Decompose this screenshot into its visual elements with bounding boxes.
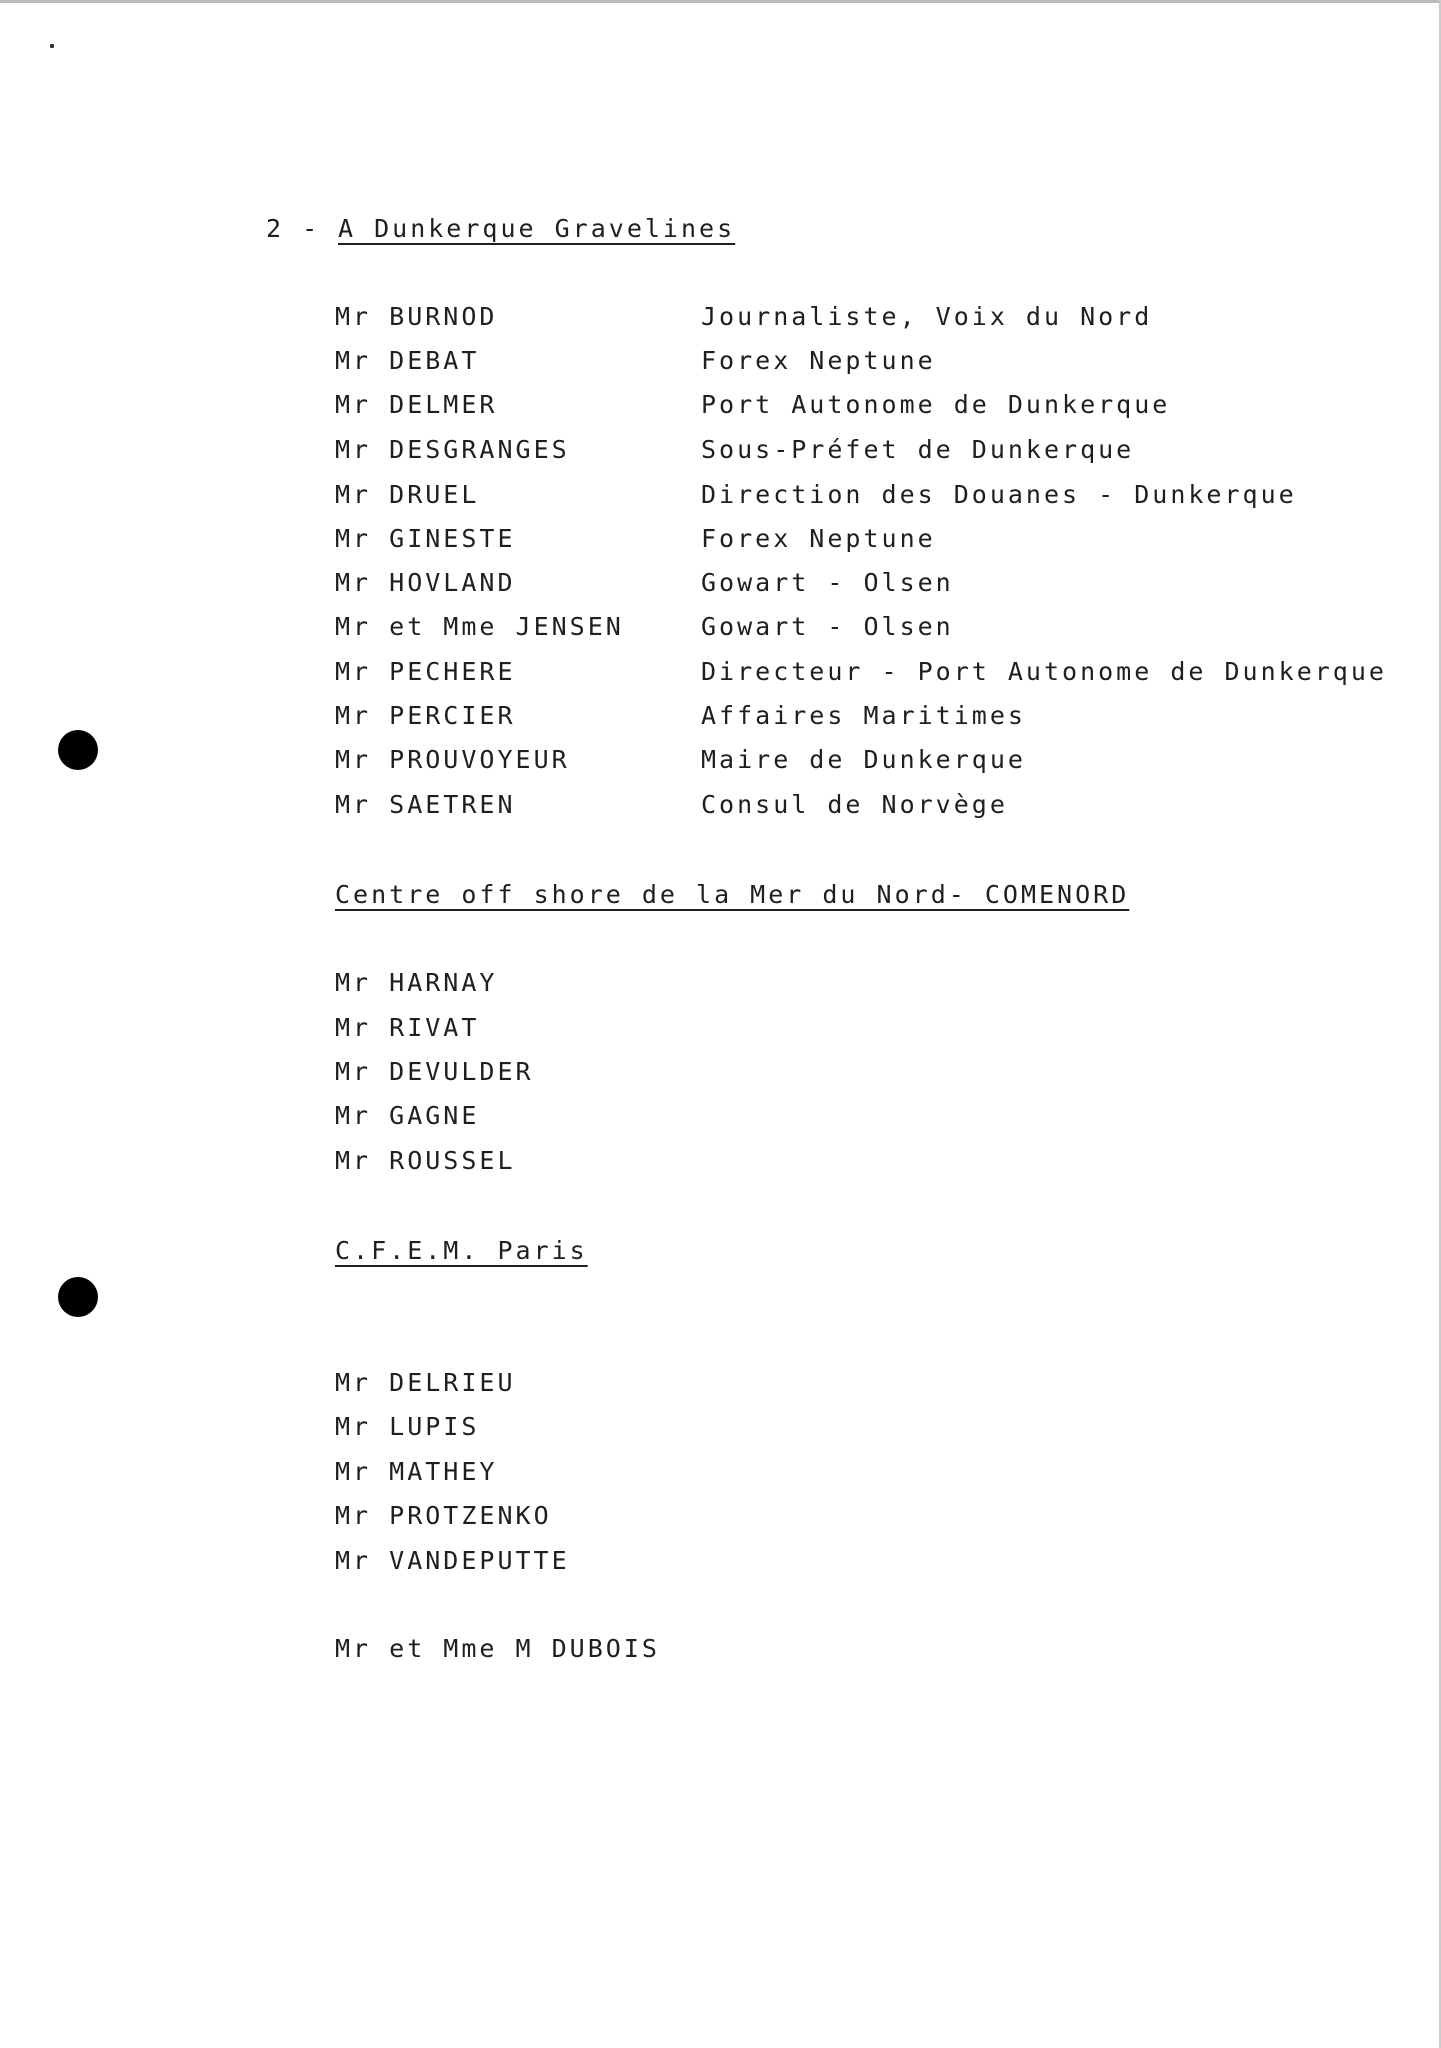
cfem-heading: C.F.E.M. Paris	[335, 1236, 588, 1265]
list-item: Mr VANDEPUTTE	[335, 1546, 570, 1575]
list-item: Mr ROUSSEL	[335, 1146, 516, 1175]
attendee-role: Maire de Dunkerque	[701, 745, 1026, 774]
attendee-role: Direction des Douanes - Dunkerque	[701, 480, 1297, 509]
attendee-role: Port Autonome de Dunkerque	[701, 390, 1171, 419]
comenord-heading: Centre off shore de la Mer du Nord- COMENORD	[335, 880, 1130, 909]
attendee-role: Affaires Maritimes	[701, 701, 1026, 730]
speck-mark	[50, 44, 54, 48]
page-top-edge	[0, 0, 1441, 3]
attendee-name: Mr et Mme JENSEN	[335, 612, 624, 641]
list-item: Mr MATHEY	[335, 1457, 498, 1486]
attendee-name: Mr GINESTE	[335, 524, 516, 553]
attendee-name: Mr PERCIER	[335, 701, 516, 730]
attendee-role: Gowart - Olsen	[701, 568, 954, 597]
attendee-role: Directeur - Port Autonome de Dunkerque	[701, 657, 1387, 686]
attendee-role: Consul de Norvège	[701, 790, 1008, 819]
list-item: Mr GAGNE	[335, 1101, 480, 1130]
list-item: Mr RIVAT	[335, 1013, 480, 1042]
attendee-role: Forex Neptune	[701, 346, 936, 375]
section-number: 2 -	[266, 214, 321, 243]
attendee-name: Mr DRUEL	[335, 480, 480, 509]
list-item: Mr DEVULDER	[335, 1057, 534, 1086]
section-title: A Dunkerque Gravelines	[338, 214, 736, 243]
punch-hole-lower	[58, 1277, 98, 1317]
attendee-name: Mr DELMER	[335, 390, 498, 419]
attendee-name: Mr PECHERE	[335, 657, 516, 686]
attendee-name: Mr PROUVOYEUR	[335, 745, 570, 774]
final-entry: Mr et Mme M DUBOIS	[335, 1634, 660, 1663]
punch-hole-upper	[58, 730, 98, 770]
list-item: Mr HARNAY	[335, 968, 498, 997]
list-item: Mr DELRIEU	[335, 1368, 516, 1397]
attendee-name: Mr DEBAT	[335, 346, 480, 375]
list-item: Mr LUPIS	[335, 1412, 480, 1441]
attendee-name: Mr SAETREN	[335, 790, 516, 819]
attendee-name: Mr BURNOD	[335, 302, 498, 331]
attendee-role: Gowart - Olsen	[701, 612, 954, 641]
attendee-role: Journaliste, Voix du Nord	[701, 302, 1153, 331]
attendee-name: Mr HOVLAND	[335, 568, 516, 597]
attendee-role: Sous-Préfet de Dunkerque	[701, 435, 1135, 464]
attendee-role: Forex Neptune	[701, 524, 936, 553]
list-item: Mr PROTZENKO	[335, 1501, 552, 1530]
attendee-name: Mr DESGRANGES	[335, 435, 570, 464]
